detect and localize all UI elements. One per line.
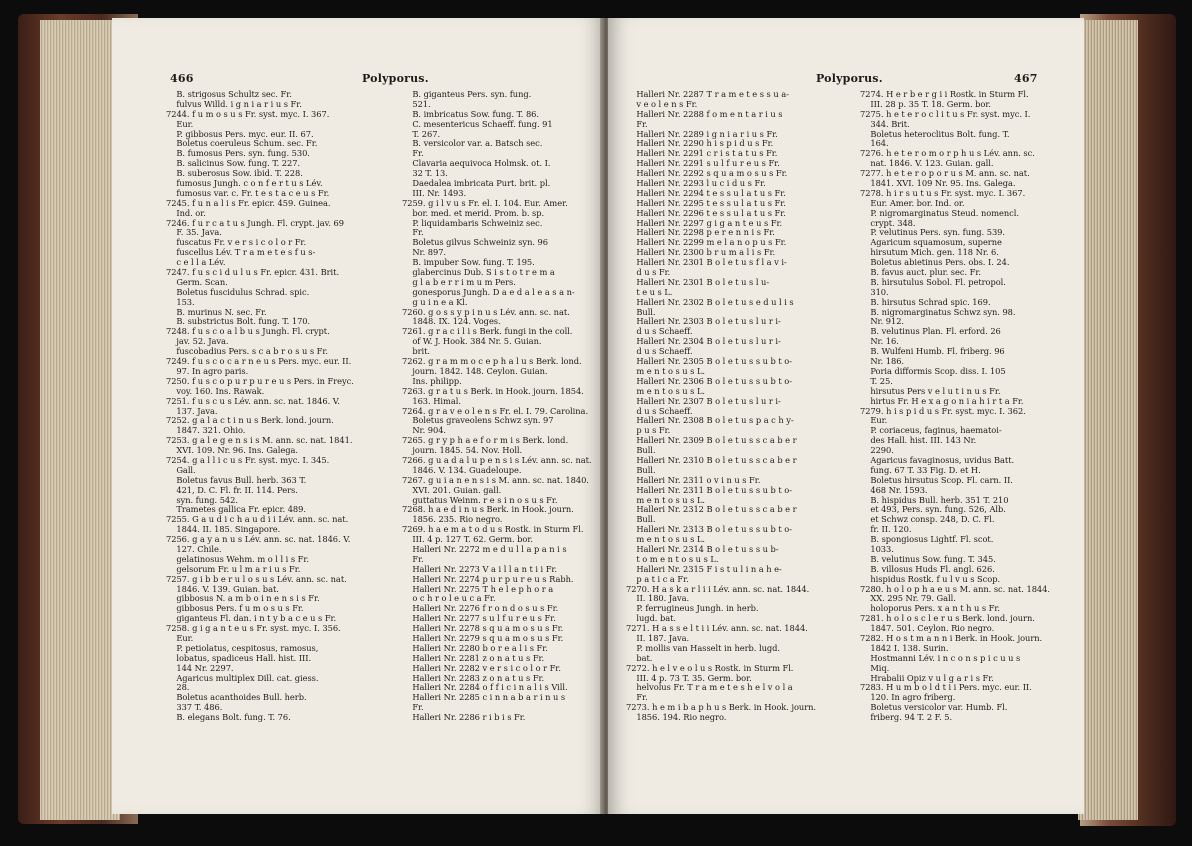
- entry-line: Nr. 16.: [860, 336, 899, 347]
- entry-line: Halleri Nr. 2286 r i b i s Fr.: [402, 712, 526, 723]
- entry-line: Fr.: [402, 148, 424, 159]
- entry-line: o c h r o l e u c a Fr.: [402, 593, 496, 604]
- entry-line: 310.: [860, 286, 889, 297]
- entry-line: III. Nr. 1493.: [402, 187, 467, 198]
- entry-line: Halleri Nr. 2281 z o n a t u s Fr.: [402, 652, 545, 663]
- entry-line: 7277. h e t e r o p o r u s M. ann. sc. nat.: [860, 168, 1030, 179]
- entry-line: friberg. 94 T. 2 F. 5.: [860, 712, 953, 723]
- entry-line: et 493, Pers. syn. fung. 526, Alb.: [860, 504, 1006, 515]
- entry-line: Eur. Amer. bor. Ind. or.: [860, 197, 965, 208]
- running-head-left: Polyporus.: [362, 72, 429, 85]
- entry-line: III. 28 p. 35 T. 18. Germ. bor.: [860, 98, 991, 109]
- entry-line: B. spongiosus Lightf. Fl. scot.: [860, 534, 994, 545]
- entry-line: Halleri Nr. 2301 B o l e t u s l u-: [626, 276, 770, 287]
- page-number-left: 466: [170, 72, 194, 85]
- entry-line: Agaricum squamosum, superne: [860, 237, 1002, 248]
- entry-line: 127. Chile.: [166, 543, 222, 554]
- entry-line: 7282. H o s t m a n n i Berk. in Hook. journ.: [860, 632, 1043, 643]
- entry-line: Trametes gallica Fr. epicr. 489.: [166, 504, 306, 515]
- entry-line: P. velutinus Pers. syn. fung. 539.: [860, 227, 1005, 238]
- entry-line: 7252. g a l a c t i n u s Berk. lond. journ.: [166, 415, 334, 426]
- entry-line: B. villosus Huds Fl. angl. 626.: [860, 563, 995, 574]
- entry-line: XVI. 109. Nr. 96. Ins. Galega.: [166, 445, 299, 456]
- entry-line: Halleri Nr. 2296 t e s s u l a t u s Fr.: [626, 207, 786, 218]
- entry-line: Boletus favus Bull. herb. 363 T.: [166, 474, 307, 485]
- entry-line: B. strigosus Schultz sec. Fr.: [166, 89, 292, 99]
- entry-line: Halleri Nr. 2310 B o l e t u s s c a b e r: [626, 454, 797, 465]
- entry-line: 7273. h e m i b a p h u s Berk. in Hook. journ.: [626, 702, 816, 713]
- entry-line: 7270. H a s k a r l i i Lév. ann. sc. nat. 1844.: [626, 583, 810, 594]
- entry-line: Boletus coeruleus Schum. sec. Fr.: [166, 138, 318, 149]
- entry-line: C. mesentericus Schaeff. fung. 91: [402, 118, 553, 129]
- entry-line: B. substrictus Bolt. fung. T. 170.: [166, 316, 311, 327]
- entry-line: B. imbricatus Sow. fung. T. 86.: [402, 108, 539, 119]
- entry-line: bor. med. et merid. Prom. b. sp.: [402, 207, 545, 218]
- entry-line: Halleri Nr. 2288 f o m e n t a r i u s: [626, 108, 783, 119]
- entry-line: 28.: [166, 682, 190, 693]
- entry-line: III. 4 p. 73 T. 35. Germ. bor.: [626, 672, 752, 683]
- entry-line: T. 267.: [402, 128, 441, 139]
- entry-line: P. ferrugineus Jungh. in herb.: [626, 603, 759, 614]
- entry-line: voy. 160. Ins. Rawak.: [166, 385, 265, 396]
- entry-line: gelatinosus Wehm. m o l l i s Fr.: [166, 553, 309, 564]
- entry-line: 163. Himal.: [402, 395, 461, 406]
- entry-line: Halleri Nr. 2276 f r o n d o s u s Fr.: [402, 603, 559, 614]
- entry-line: fung. 67 T. 33 Fig. D. et H.: [860, 464, 981, 475]
- entry-line: syn. fung. 542.: [166, 494, 238, 505]
- entry-line: Eur.: [860, 415, 888, 426]
- entry-line: Ind. or.: [166, 207, 206, 218]
- entry-line: B. nigromarginatus Schwz syn. 98.: [860, 306, 1016, 317]
- entry-line: 7281. h o l o s c l e r u s Berk. lond. journ.: [860, 613, 1035, 624]
- entry-line: journ. 1842. 148. Ceylon. Guian.: [402, 365, 548, 376]
- entry-line: P. nigromarginatus Steud. nomencl.: [860, 207, 1019, 218]
- entry-line: 7283. H u m b o l d t i i Pers. myc. eur. II.: [860, 682, 1032, 693]
- entry-line: fuscobadius Pers. s c a b r o s u s Fr.: [166, 346, 328, 357]
- entry-line: Bull.: [626, 514, 656, 525]
- entry-line: Halleri Nr. 2294 t e s s u l a t u s Fr.: [626, 187, 786, 198]
- entry-line: Halleri Nr. 2308 B o l e t u s p a c h y-: [626, 415, 794, 426]
- entry-line: glabercinus Dub. S i s t o t r e m a: [402, 267, 555, 278]
- entry-line: Halleri Nr. 2284 o f f i c i n a l i s Vill.: [402, 682, 568, 693]
- entry-line: Boletus gilvus Schweiniz syn. 96: [402, 237, 548, 248]
- entry-line: 7259. g i l v u s Fr. el. I. 104. Eur. Amer.: [402, 197, 568, 208]
- entry-line: B. murinus N. sec. Fr.: [166, 306, 267, 317]
- entry-line: Halleri Nr. 2306 B o l e t u s s u b t o-: [626, 375, 792, 386]
- entry-line: des Hall. hist. III. 143 Nr.: [860, 435, 977, 446]
- entry-line: Nr. 186.: [860, 356, 905, 367]
- entry-line: Boletus versicolor var. Humb. Fl.: [860, 702, 1008, 713]
- entry-line: Halleri Nr. 2297 g i g a n t e u s Fr.: [626, 217, 783, 228]
- entry-line: d u s Schaeff.: [626, 405, 693, 416]
- entry-line: B. giganteus Pers. syn. fung.: [402, 89, 532, 99]
- entry-line: Halleri Nr. 2302 B o l e t u s e d u l i s: [626, 296, 794, 307]
- entry-line: II. 187. Java.: [626, 632, 690, 643]
- entry-line: Halleri Nr. 2280 b o r e a l i s Fr.: [402, 642, 548, 653]
- entry-line: fuscatus Fr. v e r s i c o l o r Fr.: [166, 237, 307, 248]
- entry-line: 97. In agro paris.: [166, 365, 249, 376]
- entry-line: Halleri Nr. 2282 v e r s i c o l o r Fr.: [402, 662, 561, 673]
- entry-line: B. hirsutulus Sobol. Fl. petropol.: [860, 276, 1006, 287]
- entry-line: 7280. h o l o p h a e u s M. ann. sc. nat. 1844.: [860, 583, 1050, 594]
- entry-line: Bull.: [626, 306, 656, 317]
- entry-line: fumosus var. c. Fr. t e s t a c e u s Fr.: [166, 187, 330, 198]
- entry-line: Halleri Nr. 2283 z o n a t u s Fr.: [402, 672, 545, 683]
- entry-line: Halleri Nr. 2287 T r a m e t e s s u a-: [626, 89, 789, 99]
- page-edges-left: [40, 20, 120, 820]
- entry-line: Halleri Nr. 2285 c i n n a b a r i n u s: [402, 692, 566, 703]
- entry-line: Fr.: [402, 227, 424, 238]
- entry-line: Agaricus favaginosus, uvidus Batt.: [860, 454, 1015, 465]
- entry-line: 7268. h a e d i n u s Berk. in Hook. journ.: [402, 504, 574, 515]
- left-page: [112, 18, 604, 814]
- entry-line: 7244. f u m o s u s Fr. syst. myc. I. 367.: [166, 108, 330, 119]
- entry-line: 7260. g o s s y p i n u s Lév. ann. sc. nat.: [402, 306, 570, 317]
- entry-line: Boletus abietinus Pers. obs. I. 24.: [860, 257, 1010, 268]
- entry-line: Ins. philipp.: [402, 375, 462, 386]
- entry-line: Germ. Scan.: [166, 276, 228, 287]
- entry-line: 7254. g a l l i c u s Fr. syst. myc. I. 345.: [166, 454, 330, 465]
- entry-line: Eur.: [166, 118, 194, 129]
- entry-line: Bull.: [626, 464, 656, 475]
- entry-line: 1847. 501. Ceylon. Rio negro.: [860, 623, 995, 634]
- entry-line: m e n t o s u s L.: [626, 534, 706, 545]
- entry-line: 7245. f u n a l i s Fr. epicr. 459. Guinea.: [166, 197, 331, 208]
- entry-line: holoporus Pers. x a n t h u s Fr.: [860, 603, 1000, 614]
- entry-line: B. hirsutus Schrad spic. 169.: [860, 296, 991, 307]
- entry-line: gibbosus Pers. f u m o s u s Fr.: [166, 603, 304, 614]
- right-page: [608, 18, 1084, 814]
- entry-line: Halleri Nr. 2292 s q u a m o s u s Fr.: [626, 168, 788, 179]
- entry-line: 7249. f u s c o c a r n e u s Pers. myc. eur. II.: [166, 356, 352, 367]
- entry-line: 7257. g i b b e r u l o s u s Lév. ann. sc. nat.: [166, 573, 347, 584]
- entry-line: Halleri Nr. 2304 B o l e t u s l u r i-: [626, 336, 781, 347]
- entry-line: 7262. g r a m m o c e p h a l u s Berk. lond.: [402, 356, 582, 367]
- entry-line: gelsorum Fr. u l m a r i u s Fr.: [166, 563, 301, 574]
- entry-line: Halleri Nr. 2289 i g n i a r i u s Fr.: [626, 128, 778, 139]
- entry-line: p a t i c a Fr.: [626, 573, 689, 584]
- entry-line: 1847. 321. Ohio.: [166, 425, 246, 436]
- entry-line: Halleri Nr. 2293 l u c i d u s Fr.: [626, 178, 766, 189]
- entry-line: 7279. h i s p i d u s Fr. syst. myc. I. 362.: [860, 405, 1026, 416]
- entry-line: hirsutum Mich. gen. 118 Nr. 6.: [860, 247, 999, 258]
- entry-line: 7267. g u i a n e n s i s M. ann. sc. nat. 1840.: [402, 474, 589, 485]
- entry-line: 1033.: [860, 543, 894, 554]
- entry-line: Halleri Nr. 2314 B o l e t u s s u b-: [626, 543, 779, 554]
- entry-line: B. hispidus Bull. herb. 351 T. 210: [860, 494, 1009, 505]
- entry-line: XVI. 201. Guian. gall.: [402, 484, 502, 495]
- entry-line: B. elegans Bolt. fung. T. 76.: [166, 712, 291, 723]
- entry-line: gibbosus N. a m b o i n e n s i s Fr.: [166, 593, 320, 604]
- entry-line: 7278. h i r s u t u s Fr. syst. myc. I. 367.: [860, 187, 1026, 198]
- entry-line: 337 T. 486.: [166, 702, 223, 713]
- entry-line: Halleri Nr. 2315 F i s t u l i n a h e-: [626, 563, 782, 574]
- entry-line: B. impuber Sow. fung. T. 195.: [402, 257, 535, 268]
- entry-line: m e n t o s u s L.: [626, 365, 706, 376]
- entry-line: Halleri Nr. 2311 B o l e t u s s u b t o-: [626, 484, 792, 495]
- entry-line: Gall.: [166, 464, 196, 475]
- entry-line: 421, D. C. Fl. fr. II. 114. Pers.: [166, 484, 298, 495]
- entry-line: d u s Schaeff.: [626, 346, 693, 357]
- entry-line: c e l l a Lév.: [166, 257, 226, 268]
- entry-line: B. salicinus Sow. fung. T. 227.: [166, 158, 301, 169]
- entry-line: B. suberosus Sow. ibid. T. 228.: [166, 168, 303, 179]
- entry-line: 1856. 194. Rio negro.: [626, 712, 727, 723]
- entry-line: 1848. IX. 124. Voges.: [402, 316, 501, 327]
- entry-line: 1846. V. 134. Guadeloupe.: [402, 464, 522, 475]
- entry-line: jav. 52. Java.: [166, 336, 229, 347]
- entry-line: lobatus, spadiceus Hall. hist. III.: [166, 652, 312, 663]
- entry-line: Halleri Nr. 2274 p u r p u r e u s Rabh.: [402, 573, 574, 584]
- entry-line: Agaricus multiplex Dill. cat. giess.: [166, 672, 319, 683]
- entry-line: Hostmanni Lév. i n c o n s p i c u u s: [860, 652, 1021, 663]
- entry-line: hirsutus Pers v e l u t i n u s Fr.: [860, 385, 1001, 396]
- entry-line: 7255. G a u d i c h a u d i i Lév. ann. sc. nat.: [166, 514, 349, 525]
- entry-line: Halleri Nr. 2301 B o l e t u s f l a v i-: [626, 257, 787, 268]
- entry-line: Fr.: [626, 692, 648, 703]
- entry-line: 1846. V. 139. Guian. bat.: [166, 583, 279, 594]
- entry-line: m e n t o s u s L.: [626, 494, 706, 505]
- entry-line: Daedalea imbricata Purt. brit. pl.: [402, 178, 551, 189]
- entry-line: Halleri Nr. 2300 b r u m a l i s Fr.: [626, 247, 776, 258]
- entry-line: Boletus fuscidulus Schrad. spic.: [166, 286, 310, 297]
- entry-line: Boletus graveolens Schwz syn. 97: [402, 415, 554, 426]
- entry-line: B. favus auct. plur. sec. Fr.: [860, 267, 981, 278]
- entry-line: Boletus hirsutus Scop. Fl. carn. II.: [860, 474, 1013, 485]
- entry-line: XX. 295 Nr. 79. Gall.: [860, 593, 956, 604]
- entry-line: 7261. g r a c i l i s Berk. fungi in the coll.: [402, 326, 573, 337]
- entry-line: Halleri Nr. 2303 B o l e t u s l u r i-: [626, 316, 781, 327]
- right-column-2: [860, 90, 1050, 723]
- entry-line: F. 35. Java.: [166, 227, 222, 238]
- right-column-1: [626, 90, 816, 723]
- entry-line: 7248. f u s c o a l b u s Jungh. Fl. crypt.: [166, 326, 330, 337]
- entry-line: g l a b e r r i m u m Pers.: [402, 276, 516, 287]
- entry-line: giganteus Fl. dan. i n t y b a c e u s Fr.: [166, 613, 337, 624]
- entry-line: 7247. f u s c i d u l u s Fr. epicr. 431. Brit.: [166, 267, 340, 278]
- entry-line: B. fumosus Pers. syn. fung. 530.: [166, 148, 310, 159]
- entry-line: 468 Nr. 1593.: [860, 484, 928, 495]
- entry-line: 7269. h a e m a t o d u s Rostk. in Sturm Fl.: [402, 524, 584, 535]
- entry-line: P. coriaceus, faginus, haematoi-: [860, 425, 1002, 436]
- entry-line: journ. 1845. 54. Nov. Holl.: [402, 445, 523, 456]
- entry-line: 1841. XVI. 109 Nr. 95. Ins. Galega.: [860, 178, 1016, 189]
- entry-line: m e n t o s u s L.: [626, 385, 706, 396]
- entry-line: Halleri Nr. 2279 s q u a m o s u s Fr.: [402, 632, 564, 643]
- entry-line: fulvus Willd. i g n i a r i u s Fr.: [166, 98, 302, 109]
- entry-line: II. 180. Java.: [626, 593, 690, 604]
- entry-line: P. liquidambaris Schweiniz sec.: [402, 217, 543, 228]
- entry-line: B. Wulfeni Humb. Fl. friberg. 96: [860, 346, 1005, 357]
- entry-line: Boletus heteroclitus Bolt. fung. T.: [860, 128, 1010, 139]
- entry-line: Nr. 904.: [402, 425, 447, 436]
- entry-line: Halleri Nr. 2291 c r i s t a t u s Fr.: [626, 148, 778, 159]
- entry-line: hirtus Fr. H e x a g o n i a h i r t a Fr.: [860, 395, 1024, 406]
- running-head-right: Polyporus.: [816, 72, 883, 85]
- entry-line: 2290.: [860, 445, 894, 456]
- entry-line: B. velutinus Plan. Fl. erford. 26: [860, 326, 1001, 337]
- entry-line: T. 25.: [860, 375, 893, 386]
- entry-line: 521.: [402, 98, 431, 109]
- entry-line: t e u s L.: [626, 286, 673, 297]
- entry-line: Halleri Nr. 2275 T h e l e p h o r a: [402, 583, 554, 594]
- entry-line: Halleri Nr. 2313 B o l e t u s s u b t o-: [626, 524, 792, 535]
- entry-line: 144 Nr. 2297.: [166, 662, 234, 673]
- entry-line: Boletus acanthoides Bull. herb.: [166, 692, 307, 703]
- entry-line: 120. In agro friberg.: [860, 692, 956, 703]
- entry-line: 1856. 235. Rio negro.: [402, 514, 503, 525]
- entry-line: Hrabalii Opiz v u l g a r i s Fr.: [860, 672, 994, 683]
- entry-line: d u s Schaeff.: [626, 326, 693, 337]
- entry-line: 7271. H a s s e l t i i Lév. ann. sc. nat. 1844.: [626, 623, 808, 634]
- entry-line: P. mollis van Hasselt in herb. lugd.: [626, 642, 780, 653]
- entry-line: Halleri Nr. 2305 B o l e t u s s u b t o-: [626, 356, 792, 367]
- entry-line: P. gibbosus Pers. myc. eur. II. 67.: [166, 128, 314, 139]
- entry-line: fr. II. 120.: [860, 524, 912, 535]
- entry-line: Halleri Nr. 2309 B o l e t u s s c a b e r: [626, 435, 797, 446]
- entry-line: 7251. f u s c u s Lév. ann. sc. nat. 1846. V.: [166, 395, 340, 406]
- entry-line: Halleri Nr. 2312 B o l e t u s s c a b e r: [626, 504, 797, 515]
- entry-line: p u s Fr.: [626, 425, 671, 436]
- entry-line: 1844. II. 185. Singapore.: [166, 524, 281, 535]
- entry-line: Bull.: [626, 445, 656, 456]
- entry-line: Poria difformis Scop. diss. I. 105: [860, 365, 1006, 376]
- entry-line: fuscellus Lév. T r a m e t e s f u s-: [166, 247, 316, 258]
- entry-line: Halleri Nr. 2311 o v i n u s Fr.: [626, 474, 761, 485]
- entry-line: 32 T. 13.: [402, 168, 448, 179]
- entry-line: B. versicolor var. a. Batsch sec.: [402, 138, 543, 149]
- entry-line: Halleri Nr. 2298 p e r e n n i s Fr.: [626, 227, 775, 238]
- entry-line: 7258. g i g a n t e u s Fr. syst. myc. I. 356.: [166, 623, 341, 634]
- entry-line: Fr.: [402, 702, 424, 713]
- entry-line: 1842 I. 138. Surin.: [860, 642, 949, 653]
- page-edges-right: [1078, 20, 1138, 820]
- left-column-2: [402, 90, 592, 723]
- entry-line: g u i n e a Kl.: [402, 296, 468, 307]
- entry-line: guttatus Weinm. r e s i n o s u s Fr.: [402, 494, 558, 505]
- entry-line: 7266. g u a d a l u p e n s i s Lév. ann. sc. nat.: [402, 454, 592, 465]
- entry-line: 153.: [166, 296, 195, 307]
- entry-line: Miq.: [860, 662, 890, 673]
- entry-line: hispidus Rostk. f u l v u s Scop.: [860, 573, 1001, 584]
- entry-line: 7264. g r a v e o l e n s Fr. el. I. 79. Carolina.: [402, 405, 589, 416]
- entry-line: 7256. g a y a n u s Lév. ann. sc. nat. 1846. V.: [166, 534, 351, 545]
- entry-line: Fr.: [626, 118, 648, 129]
- entry-line: Fr.: [402, 553, 424, 564]
- entry-line: of W. J. Hook. 384 Nr. 5. Guian.: [402, 336, 542, 347]
- entry-line: d u s Fr.: [626, 267, 671, 278]
- entry-line: III. 4 p. 127 T. 62. Germ. bor.: [402, 534, 533, 545]
- entry-line: Halleri Nr. 2290 h i s p i d u s Fr.: [626, 138, 774, 149]
- entry-line: crypt. 348.: [860, 217, 916, 228]
- entry-line: Halleri Nr. 2299 m e l a n o p u s Fr.: [626, 237, 787, 248]
- left-column-1: [166, 90, 354, 723]
- entry-line: brit.: [402, 346, 431, 357]
- entry-line: Nr. 897.: [402, 247, 447, 258]
- entry-line: 7265. g r y p h a e f o r m i s Berk. lond.: [402, 435, 569, 446]
- entry-line: et Schwz consp. 248, D. C. Fl.: [860, 514, 995, 525]
- entry-line: fumosus Jungh. c o n f e r t u s Lév.: [166, 178, 323, 189]
- entry-line: 7246. f u r c a t u s Jungh. Fl. crypt. jav. 69: [166, 217, 344, 228]
- entry-line: 7272. h e l v e o l u s Rostk. in Sturm Fl.: [626, 662, 794, 673]
- entry-line: Halleri Nr. 2277 s u l f u r e u s Fr.: [402, 613, 556, 624]
- entry-line: 164.: [860, 138, 889, 149]
- entry-line: Nr. 912.: [860, 316, 905, 327]
- entry-line: 7263. g r a t u s Berk. in Hook. journ. 1854.: [402, 385, 584, 396]
- entry-line: 137. Java.: [166, 405, 218, 416]
- entry-line: 344. Brit.: [860, 118, 910, 129]
- entry-line: Halleri Nr. 2307 B o l e t u s l u r i-: [626, 395, 781, 406]
- entry-line: 7250. f u s c o p u r p u r e u s Pers. in Freyc.: [166, 375, 354, 386]
- entry-line: gonesporus Jungh. D a e d a l e a s a n-: [402, 286, 575, 297]
- entry-line: v e o l e n s Fr.: [626, 98, 698, 109]
- entry-line: bat.: [626, 652, 653, 663]
- entry-line: t o m e n t o s u s L.: [626, 553, 719, 564]
- entry-line: Clavaria aequivoca Holmsk. ot. I.: [402, 158, 551, 169]
- entry-line: helvolus Fr. T r a m e t e s h e l v o l a: [626, 682, 793, 693]
- entry-line: Halleri Nr. 2295 t e s s u l a t u s Fr.: [626, 197, 786, 208]
- entry-line: nat. 1846. V. 123. Guian. gall.: [860, 158, 994, 169]
- entry-line: 7275. h e t e r o c l i t u s Fr. syst. myc. I.: [860, 108, 1031, 119]
- entry-line: Halleri Nr. 2278 s q u a m o s u s Fr.: [402, 623, 564, 634]
- entry-line: Halleri Nr. 2291 s u l f u r e u s Fr.: [626, 158, 780, 169]
- entry-line: 7276. h e t e r o m o r p h u s Lév. ann. sc.: [860, 148, 1035, 159]
- entry-line: B. velutinus Sow. fung. T. 345.: [860, 553, 996, 564]
- entry-line: 7253. g a l e g e n s i s M. ann. sc. nat. 1841.: [166, 435, 353, 446]
- entry-line: Halleri Nr. 2272 m e d u l l a p a n i s: [402, 543, 567, 554]
- entry-line: Halleri Nr. 2273 V a i l l a n t i i Fr.: [402, 563, 557, 574]
- entry-line: 7274. H e r b e r g i i Rostk. in Sturm Fl.: [860, 89, 1029, 99]
- entry-line: P. petiolatus, cespitosus, ramosus,: [166, 642, 319, 653]
- entry-line: Eur.: [166, 632, 194, 643]
- page-number-right: 467: [1014, 72, 1038, 85]
- entry-line: lugd. bat.: [626, 613, 676, 624]
